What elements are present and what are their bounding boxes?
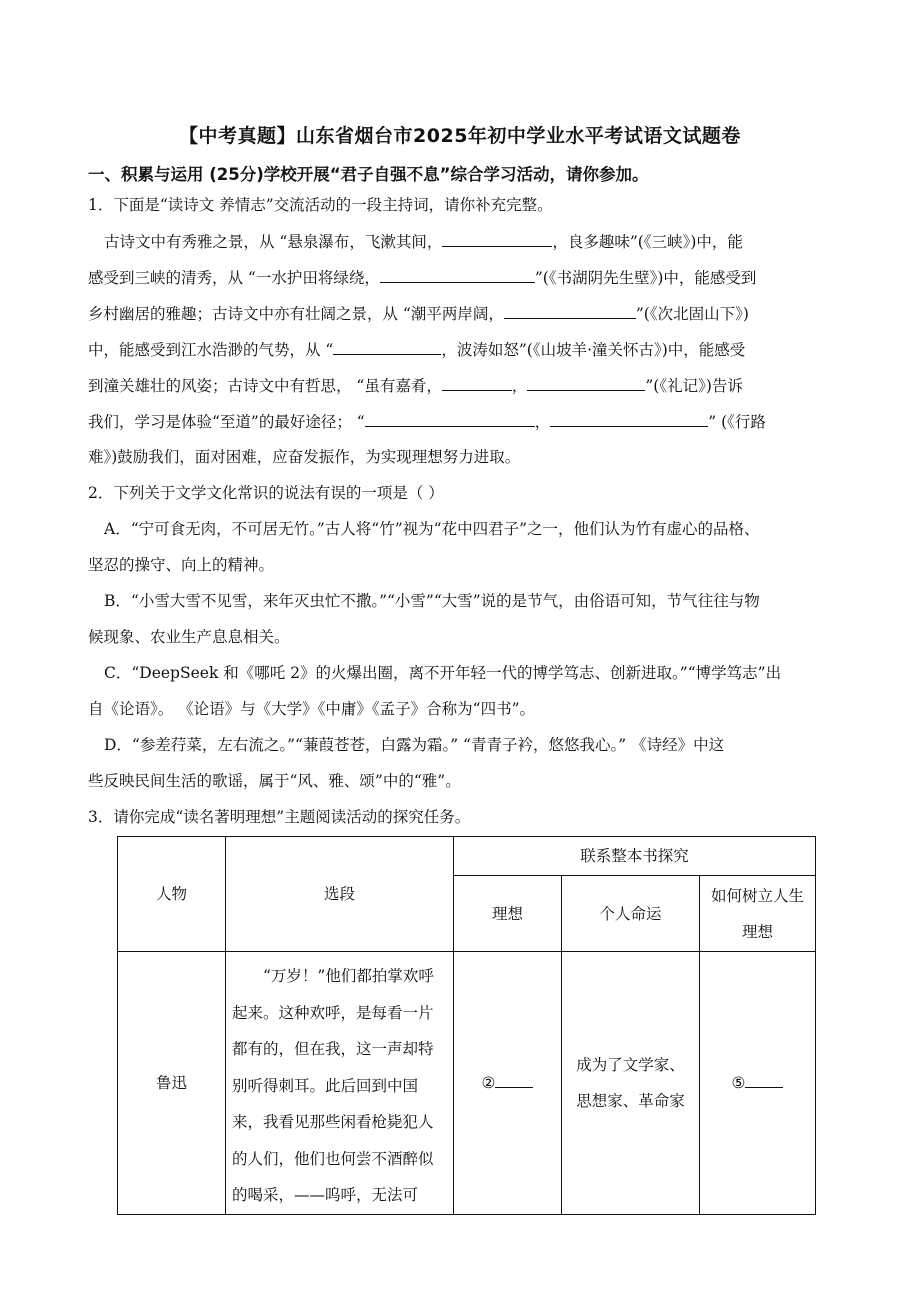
q2-option-d[interactable]: D．“参差荇菜，左右流之。”“蒹葭苍苍，白露为霜。” “青青子衿，悠悠我心。” 《诗经》中这 (104, 736, 725, 754)
q1-line-7: 难》)鼓励我们，面对困难，应奋发振作，为实现理想努力进取。 (88, 448, 521, 466)
exam-title: 【中考真题】山东省烟台市2025年初中学业水平考试语文试题卷 (179, 125, 741, 147)
cell-person: 鲁迅 (118, 952, 226, 1215)
header-excerpt: 选段 (226, 837, 454, 952)
answer-blank[interactable] (380, 266, 535, 283)
q1-line-2: 感受到三峡的清秀，从 “一水护田将绿绕， ”(《书湖阴先生壁》)中，能感受到 (88, 266, 836, 289)
answer-blank[interactable] (333, 338, 441, 355)
q3-stem: 3．请你完成“读名著明理想”主题阅读活动的探究任务。 (88, 808, 471, 826)
q1-line-4: 中，能感受到江水浩渺的气势，从 “ ，波涛如怒”(《山坡羊·潼关怀古》)中，能感受 (88, 338, 836, 361)
q2-option-b[interactable]: B．“小雪大雪不见雪，来年灭虫忙不撒。”“小雪”“大雪”说的是节气，由俗语可知，节气往往与物 (104, 592, 760, 610)
header-personal-fate: 个人命运 (562, 876, 700, 952)
q2-option-d-cont: 些反映民间生活的歌谣，属于“风、雅、颂”中的“雅”。 (88, 772, 461, 790)
answer-blank[interactable] (745, 1073, 783, 1088)
header-explore-whole-book: 联系整本书探究 (454, 837, 816, 876)
answer-blank[interactable] (504, 302, 636, 319)
q2-option-c[interactable]: C．“DeepSeek 和《哪吒 2》的火爆出圈，离不开年轻一代的博学笃志、创新进取。”“博学笃志”出 (104, 664, 782, 682)
q1-line-3: 乡村幽居的雅趣；古诗文中亦有壮阔之景，从 “潮平两岸阔， ”(《次北固山下》) (88, 302, 836, 325)
q1-line-6: 我们，学习是体验“至道”的最好途径； “ ， ” (《行路 (88, 410, 836, 433)
cell-ideal: ② (454, 952, 562, 1215)
header-person: 人物 (118, 837, 226, 952)
table-row (118, 952, 816, 1215)
q2-option-a[interactable]: A．“宁可食无肉，不可居无竹。”古人将“竹”视为“花中四君子”之一，他们认为竹有虚心的品格、 (104, 520, 760, 538)
answer-blank[interactable] (442, 230, 552, 247)
header-how-to-set-ideal: 如何树立人生理想 (700, 876, 816, 952)
q2-option-b-cont: 候现象、农业生产息息相关。 (88, 628, 290, 646)
cell-personal-fate: 成为了文学家、思想家、革命家 (562, 952, 700, 1215)
q1-line-1: 古诗文中有秀雅之景，从 “悬泉瀑布，飞漱其间， ，良多趣味”(《三峡》)中，能 (104, 230, 852, 253)
answer-blank[interactable] (550, 410, 708, 427)
q2-stem: 2．下列关于文学文化常识的说法有误的一项是（ ） (88, 484, 444, 502)
q2-option-c-cont: 自《论语》。 《论语》与《大学》《中庸》《孟子》合称为“四书”。 (88, 700, 536, 718)
answer-blank[interactable] (495, 1073, 533, 1088)
q1-line-5: 到潼关雄壮的风姿；古诗文中有哲思， “虽有嘉肴， ， ”(《礼记》)告诉 (88, 374, 836, 397)
answer-blank[interactable] (442, 374, 512, 391)
q2-option-a-cont: 坚忍的操守、向上的精神。 (88, 556, 275, 574)
cell-how-to-set-ideal: ⑤ (700, 952, 816, 1215)
q3-table (117, 836, 816, 1215)
header-ideal: 理想 (454, 876, 562, 952)
q1-stem: 1．下面是“读诗文 养情志”交流活动的一段主持词，请你补充完整。 (88, 196, 553, 214)
answer-blank[interactable] (365, 410, 535, 427)
answer-blank[interactable] (527, 374, 645, 391)
cell-excerpt: “万岁！”他们都拍掌欢呼起来。这种欢呼，是每看一片都有的，但在我，这一声却特别听得刺耳。此后回到中国来，我看见那些闲看枪毙犯人的人们，他们也何尝不酒醉似的喝采，——呜呼，无法可 (226, 952, 454, 1215)
section-one-heading: 一、积累与运用 (25分)学校开展“君子自强不息”综合学习活动，请你参加。 (88, 165, 649, 184)
